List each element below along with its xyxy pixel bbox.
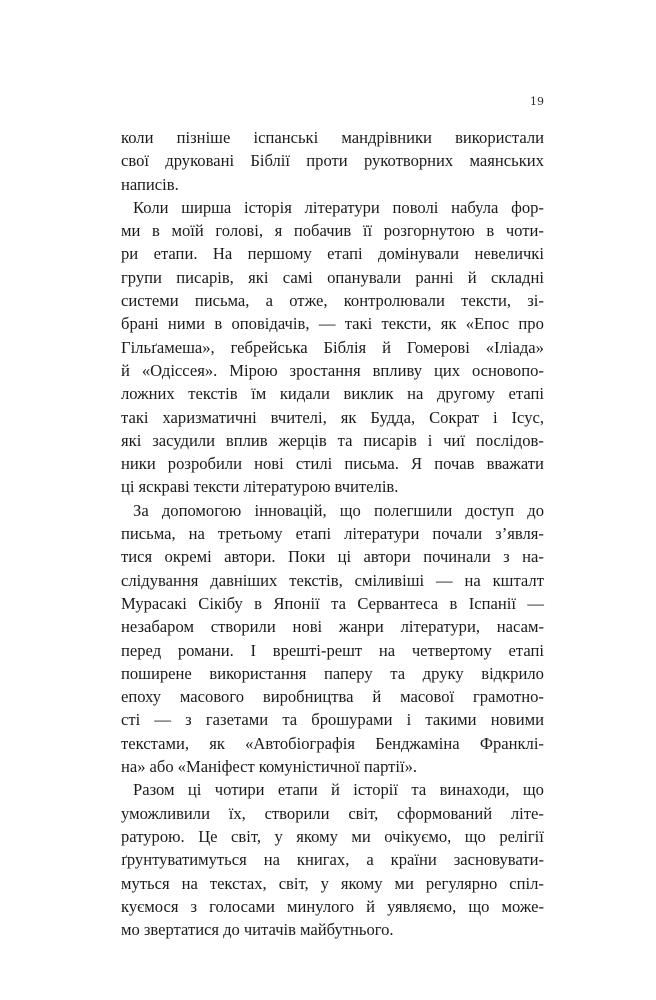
- text-line: Гільґамеша», гебрейська Біблія й Гомерові «Іліада»: [121, 337, 544, 357]
- text-line: ми в моїй голові, я побачив її розгорнутою в чоти-: [121, 221, 544, 241]
- text-line: такі харизматичні вчителі, як Будда, Сократ і Ісус,: [121, 407, 544, 427]
- text-line: які засудили вплив жерців та писарів і чиї послідов-: [121, 430, 544, 450]
- text-line: муться на текстах, світ, у якому ми регулярно спіл-: [121, 873, 544, 893]
- text-line: куємося з голосами минулого й уявляємо, що може-: [121, 896, 544, 916]
- text-line: епоху масового виробництва й масової грамотно-: [121, 687, 544, 707]
- text-line: незабаром створили нові жанри літератури, насам-: [121, 617, 544, 637]
- text-line: ґрунтуватимуться на книгах, а країни засновувати-: [121, 850, 544, 870]
- text-line: ці яскраві тексти літературою вчителів.: [121, 477, 399, 497]
- text-line: Мурасакі Сікібу в Японії та Сервантеса в Іспанії —: [121, 593, 544, 613]
- text-line: ники розробили нові стилі письма. Я почав вважати: [121, 454, 544, 474]
- text-line: ри етапи. На першому етапі домінували невеличкі: [121, 244, 544, 264]
- text-line: мо звертатися до читачів майбутнього.: [121, 920, 394, 940]
- text-line: системи письма, а отже, контролювали тексти, зі-: [121, 291, 544, 311]
- text-line: на» або «Маніфест комуністичної партії».: [121, 757, 418, 777]
- text-line: ратурою. Це світ, у якому ми очікуємо, що релігії: [121, 826, 544, 846]
- body-text: [121, 126, 544, 941]
- text-line: написів.: [121, 174, 179, 194]
- text-line: Разом ці чотири етапи й історії та винаходи, що: [133, 780, 544, 800]
- text-line: Коли ширша історія літератури поволі набула фор-: [133, 197, 544, 217]
- text-line: ложних текстів їм кидали виклик на другому етапі: [121, 384, 544, 404]
- text-line: слідування давніших текстів, сміливіші — на кшталт: [121, 570, 544, 590]
- text-line: письма, на третьому етапі літератури почали з’явля-: [121, 524, 544, 544]
- text-line: тися окремі автори. Поки ці автори починали з на-: [121, 547, 544, 567]
- page-number: 19: [530, 95, 544, 108]
- text-line: За допомогою інновацій, що полегшили доступ до: [133, 500, 544, 520]
- text-line: свої друковані Біблії проти рукотворних маянських: [121, 151, 544, 171]
- text-line: текстами, як «Автобіографія Бенджаміна Франклі-: [121, 733, 544, 753]
- text-line: поширене використання паперу та друку відкрило: [121, 663, 544, 683]
- text-line: уможливили їх, створили світ, сформований літе-: [121, 803, 544, 823]
- text-line: брані ними в оповідачів, — такі тексти, як «Епос про: [121, 314, 544, 334]
- text-line: сті — з газетами та брошурами і такими новими: [121, 710, 544, 730]
- text-line: коли пізніше іспанські мандрівники використали: [121, 128, 544, 147]
- text-line: й «Одіссея». Мірою зростання впливу цих основопо-: [121, 360, 544, 380]
- text-line: групи писарів, які самі опанували ранні й складні: [121, 267, 544, 287]
- text-line: перед романи. І врешті-решт на четвертому етапі: [121, 640, 544, 660]
